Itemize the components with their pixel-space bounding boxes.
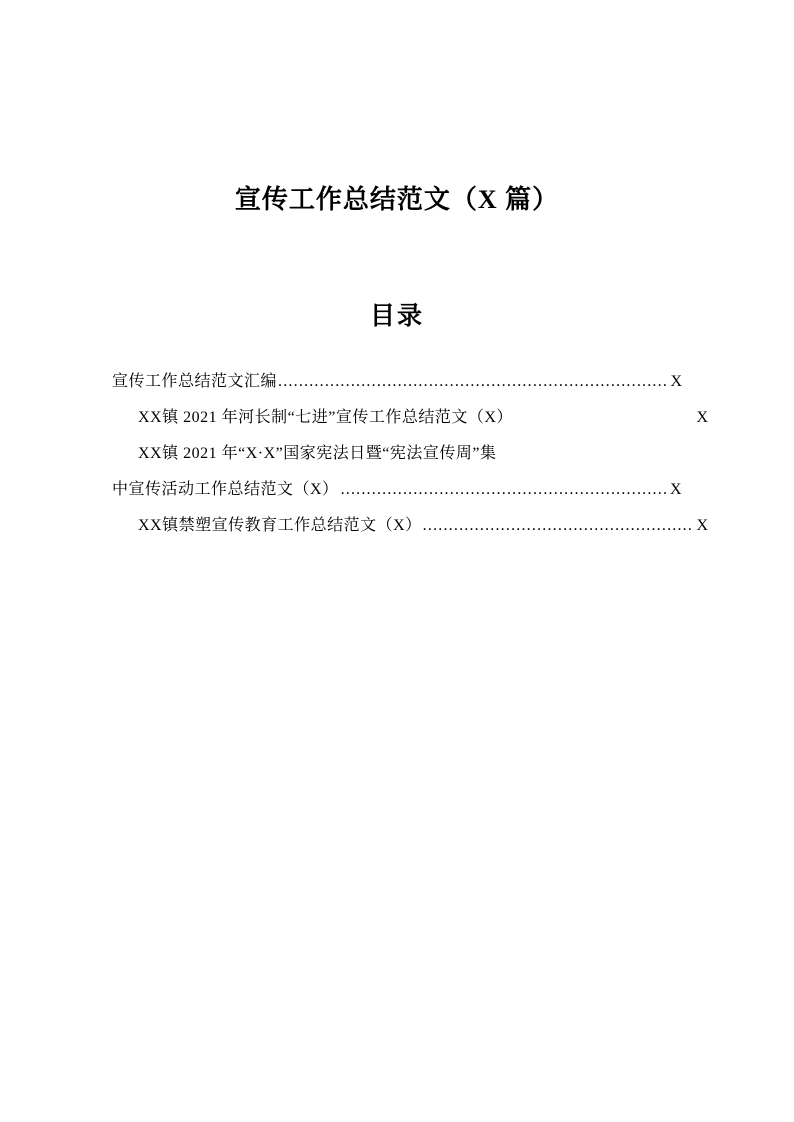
toc-heading: 目录: [369, 303, 424, 331]
toc-entry-label: 宣传工作总结范文汇编: [112, 373, 278, 391]
toc-leader-dots: [278, 364, 667, 400]
toc-entry-label-continued: 中宣传活动工作总结范文（X）: [112, 481, 339, 499]
toc-leader-dots: [341, 472, 666, 508]
toc-entry-3[interactable]: [112, 436, 682, 508]
toc-entry-label: XX镇 2021 年河长制“七进”宣传工作总结范文（X）: [138, 409, 513, 427]
page-title: 宣传工作总结范文（X 篇）: [234, 185, 560, 214]
table-of-contents: [112, 332, 708, 544]
toc-entry-1[interactable]: [112, 364, 682, 400]
toc-entry-label: XX镇 2021 年“X·X”国家宪法日暨“宪法宣传周”集: [138, 445, 497, 463]
toc-leader-dots: [423, 508, 694, 544]
toc-entry-label: XX镇禁塑宣传教育工作总结范文（X）: [138, 517, 422, 535]
toc-page-number: X: [669, 481, 682, 499]
toc-entry-4[interactable]: [112, 508, 708, 544]
toc-page-number: X: [696, 409, 708, 427]
toc-page-number: X: [670, 373, 682, 391]
toc-page-number: X: [696, 517, 708, 535]
toc-entry-2[interactable]: [112, 400, 708, 436]
